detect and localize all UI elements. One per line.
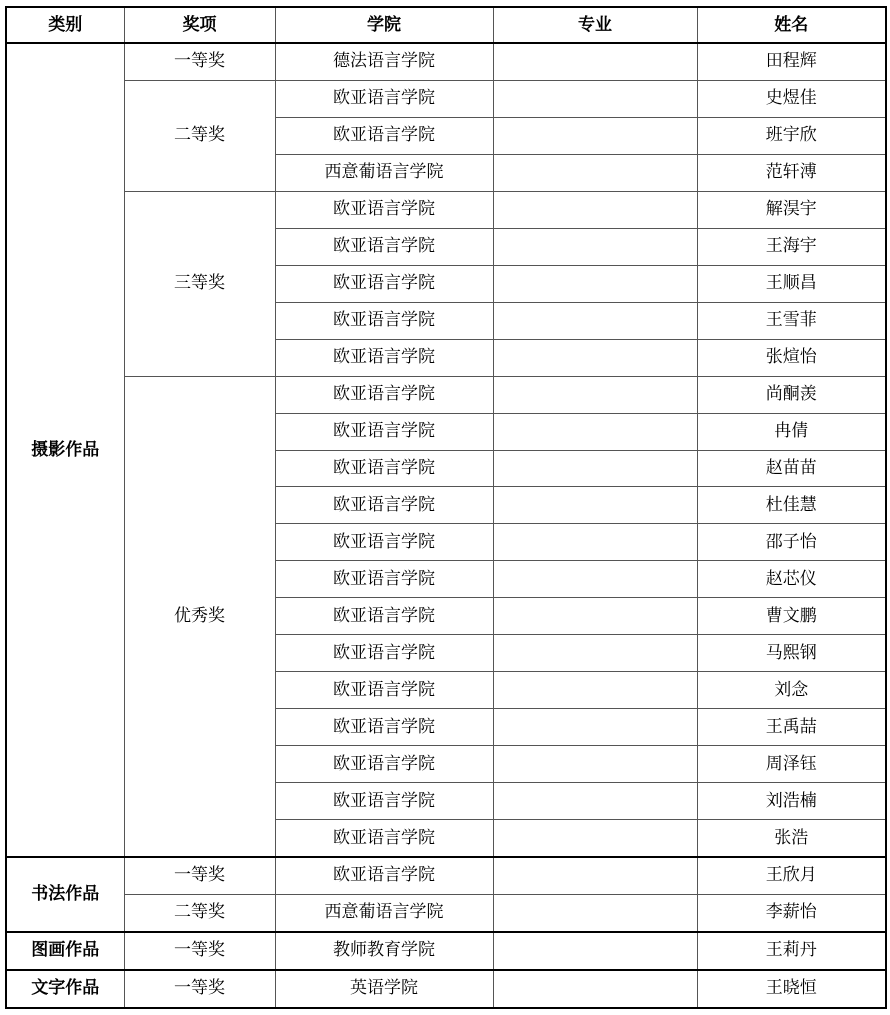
name-cell: 王欣月 (697, 857, 886, 894)
college-cell: 欧亚语言学院 (275, 561, 493, 598)
name-cell: 史煜佳 (697, 80, 886, 117)
award-level-cell: 一等奖 (124, 43, 275, 80)
major-cell (493, 191, 697, 228)
college-cell: 欧亚语言学院 (275, 857, 493, 894)
header-college: 学院 (275, 7, 493, 43)
college-cell: 欧亚语言学院 (275, 783, 493, 820)
award-level-cell: 一等奖 (124, 857, 275, 894)
name-cell: 马熙钢 (697, 635, 886, 672)
name-cell: 冉倩 (697, 413, 886, 450)
major-cell (493, 228, 697, 265)
name-cell: 张浩 (697, 820, 886, 857)
table-row (6, 970, 886, 1008)
college-cell: 欧亚语言学院 (275, 302, 493, 339)
college-cell: 西意葡语言学院 (275, 894, 493, 931)
table-row (6, 80, 886, 117)
header-name: 姓名 (697, 7, 886, 43)
college-cell: 欧亚语言学院 (275, 487, 493, 524)
header-award: 奖项 (124, 7, 275, 43)
major-cell (493, 376, 697, 413)
header-row (6, 7, 886, 43)
name-cell: 尚酮羡 (697, 376, 886, 413)
table-row (6, 894, 886, 931)
award-level-cell: 一等奖 (124, 970, 275, 1008)
name-cell: 解淏宇 (697, 191, 886, 228)
major-cell (493, 450, 697, 487)
name-cell: 刘浩楠 (697, 783, 886, 820)
name-cell: 范轩溥 (697, 154, 886, 191)
table-row (6, 376, 886, 413)
major-cell (493, 339, 697, 376)
name-cell: 王晓恒 (697, 970, 886, 1008)
major-cell (493, 265, 697, 302)
college-cell: 欧亚语言学院 (275, 339, 493, 376)
major-cell (493, 894, 697, 931)
name-cell: 王禹喆 (697, 709, 886, 746)
table-body (6, 43, 886, 1008)
college-cell: 欧亚语言学院 (275, 635, 493, 672)
category-cell: 摄影作品 (6, 43, 124, 857)
name-cell: 王顺昌 (697, 265, 886, 302)
major-cell (493, 932, 697, 970)
award-level-cell: 一等奖 (124, 932, 275, 970)
college-cell: 欧亚语言学院 (275, 413, 493, 450)
major-cell (493, 487, 697, 524)
major-cell (493, 117, 697, 154)
table-row (6, 191, 886, 228)
name-cell: 赵苗苗 (697, 450, 886, 487)
major-cell (493, 709, 697, 746)
college-cell: 欧亚语言学院 (275, 265, 493, 302)
name-cell: 周泽钰 (697, 746, 886, 783)
college-cell: 欧亚语言学院 (275, 80, 493, 117)
major-cell (493, 524, 697, 561)
name-cell: 曹文鹏 (697, 598, 886, 635)
college-cell: 教师教育学院 (275, 932, 493, 970)
award-level-cell: 三等奖 (124, 191, 275, 376)
award-level-cell: 二等奖 (124, 80, 275, 191)
college-cell: 西意葡语言学院 (275, 154, 493, 191)
major-cell (493, 80, 697, 117)
college-cell: 欧亚语言学院 (275, 117, 493, 154)
award-level-cell: 优秀奖 (124, 376, 275, 857)
major-cell (493, 154, 697, 191)
major-cell (493, 302, 697, 339)
name-cell: 王莉丹 (697, 932, 886, 970)
category-cell: 图画作品 (6, 932, 124, 970)
college-cell: 欧亚语言学院 (275, 709, 493, 746)
table-row (6, 857, 886, 894)
major-cell (493, 561, 697, 598)
major-cell (493, 43, 697, 80)
awards-table (5, 6, 887, 1009)
name-cell: 田程辉 (697, 43, 886, 80)
award-level-cell: 二等奖 (124, 894, 275, 931)
college-cell: 欧亚语言学院 (275, 746, 493, 783)
category-cell: 书法作品 (6, 857, 124, 932)
name-cell: 张煊怡 (697, 339, 886, 376)
college-cell: 欧亚语言学院 (275, 598, 493, 635)
header-major: 专业 (493, 7, 697, 43)
college-cell: 欧亚语言学院 (275, 672, 493, 709)
college-cell: 欧亚语言学院 (275, 820, 493, 857)
major-cell (493, 857, 697, 894)
name-cell: 李薪怡 (697, 894, 886, 931)
major-cell (493, 672, 697, 709)
college-cell: 欧亚语言学院 (275, 524, 493, 561)
name-cell: 赵芯仪 (697, 561, 886, 598)
college-cell: 欧亚语言学院 (275, 191, 493, 228)
college-cell: 欧亚语言学院 (275, 228, 493, 265)
name-cell: 班宇欣 (697, 117, 886, 154)
name-cell: 王海宇 (697, 228, 886, 265)
name-cell: 刘念 (697, 672, 886, 709)
major-cell (493, 970, 697, 1008)
major-cell (493, 598, 697, 635)
table-row (6, 43, 886, 80)
category-cell: 文字作品 (6, 970, 124, 1008)
college-cell: 英语学院 (275, 970, 493, 1008)
major-cell (493, 746, 697, 783)
name-cell: 王雪菲 (697, 302, 886, 339)
table-row (6, 932, 886, 970)
college-cell: 欧亚语言学院 (275, 450, 493, 487)
header-category: 类别 (6, 7, 124, 43)
major-cell (493, 820, 697, 857)
name-cell: 邵子怡 (697, 524, 886, 561)
name-cell: 杜佳慧 (697, 487, 886, 524)
college-cell: 德法语言学院 (275, 43, 493, 80)
major-cell (493, 635, 697, 672)
college-cell: 欧亚语言学院 (275, 376, 493, 413)
major-cell (493, 783, 697, 820)
major-cell (493, 413, 697, 450)
